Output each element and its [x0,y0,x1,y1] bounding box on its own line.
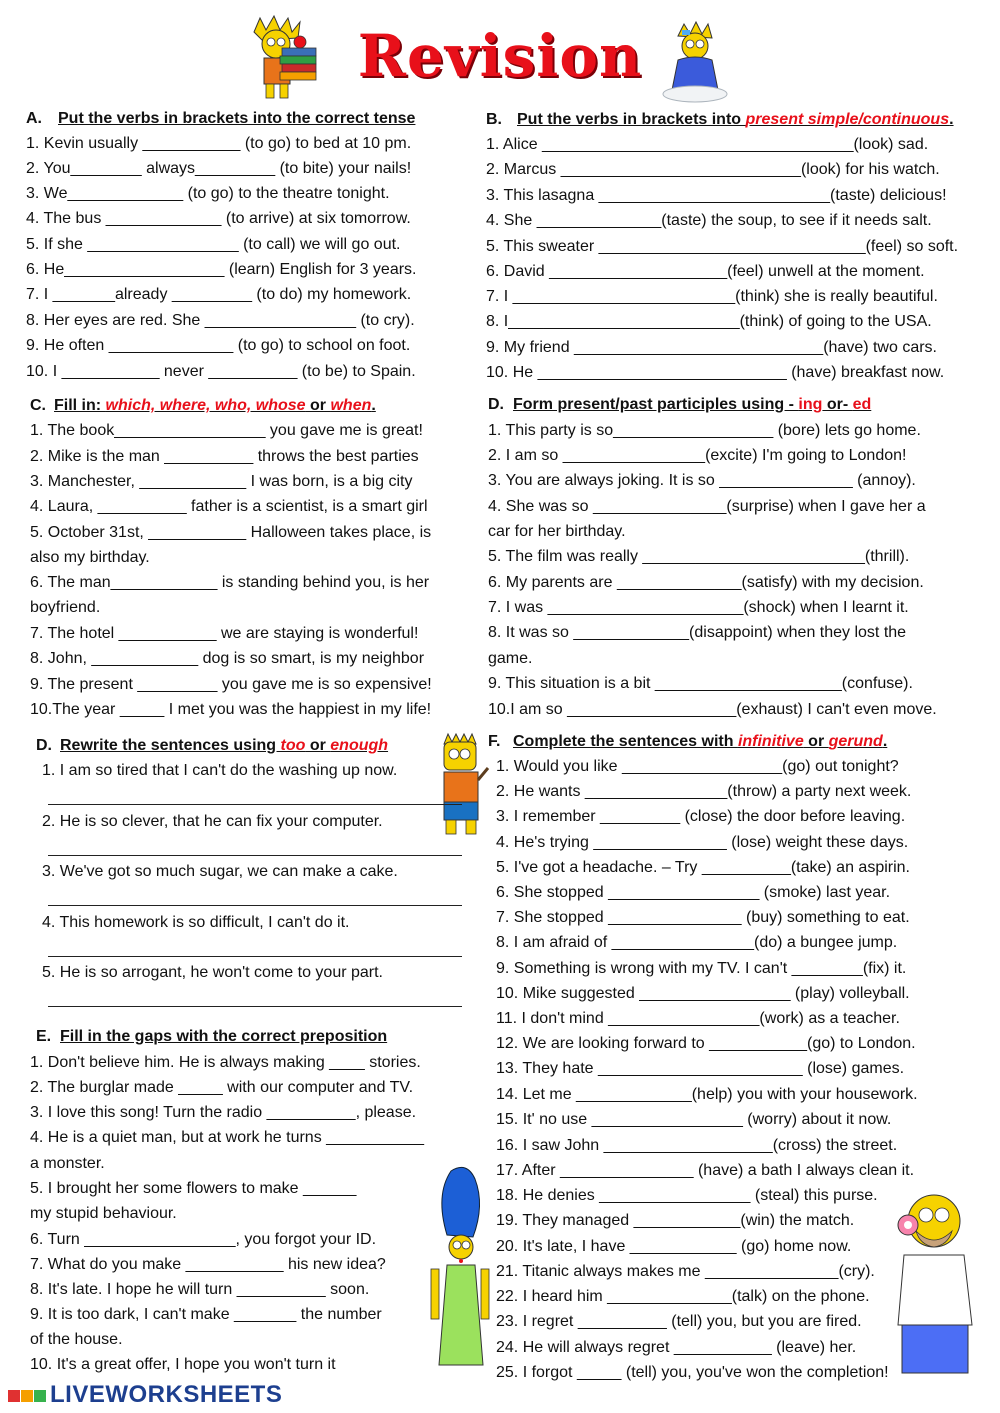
section-f-item[interactable]: 3. I remember _________ (close) the door before leaving. [496,808,906,825]
section-a-item[interactable]: 8. Her eyes are red. She _________________ (to cry). [26,312,415,329]
section-d-rewrite-item: 5. He is so arrogant, he won't come to your part. [42,964,383,981]
section-e-instruction: Fill in the gaps with the correct preposition [60,1028,388,1045]
section-b-instruction-highlight: present simple/continuous [745,111,950,128]
section-c-item[interactable]: 1. The book_________________ you gave me is great! [30,422,423,439]
section-b-item[interactable]: 5. This sweater ______________________________(feel) so soft. [486,238,959,255]
section-e-item: of the house. [30,1331,123,1348]
section-d-participles-highlight-2: ed [852,396,872,413]
section-a [26,107,415,131]
section-e-item[interactable]: 2. The burglar made _____ with our computer and TV. [30,1079,414,1096]
section-d-participles-item[interactable]: 8. It was so _____________(disappoint) when they lost the [488,624,907,641]
section-f-item[interactable]: 7. She stopped _______________ (buy) something to eat. [496,909,910,926]
section-e-item: a monster. [30,1155,105,1172]
section-a-item[interactable]: 7. I _______already _________ (to do) my homework. [26,286,412,303]
section-f-item[interactable]: 23. I regret __________ (tell) you, but you are fired. [496,1313,862,1330]
section-c-instruction-prefix: Fill in: [54,397,106,414]
section-f-item[interactable]: 24. He will always regret ___________ (leave) her. [496,1339,857,1356]
section-a-item[interactable]: 2. You________ always_________ (to bite) your nails! [26,160,412,177]
section-e [36,1025,387,1049]
section-f-item[interactable]: 21. Titanic always makes me _______________(cry). [496,1263,875,1280]
section-b-item[interactable]: 9. My friend ____________________________(have) two cars. [486,339,937,356]
section-d-rewrite-letter: D. [36,737,52,754]
section-a-item[interactable]: 10. I ___________ never __________ (to be) to Spain. [26,363,416,380]
section-d-rewrite-item: 1. I am so tired that I can't do the washing up now. [42,762,398,779]
section-f-item[interactable]: 14. Let me _____________(help) you with your housework. [496,1086,918,1103]
section-f-item[interactable]: 13. They hate _______________________ (lose) games. [496,1060,905,1077]
section-b-item[interactable]: 6. David ____________________(feel) unwell at the moment. [486,263,925,280]
section-d-rewrite-instruction-mid: or [305,737,331,754]
man-with-donut-illustration [890,1185,982,1375]
section-f-item[interactable]: 10. Mike suggested _________________ (play) volleyball. [496,985,910,1002]
section-d-participles-item[interactable]: 4. She was so _______________(surprise) when I gave her a [488,498,926,515]
section-a-letter: A. [26,110,42,127]
section-c-instruction-suffix: . [371,397,376,414]
rewrite-answer-line[interactable] [48,905,462,906]
section-d-participles-title [488,393,871,417]
section-c-item[interactable]: 4. Laura, __________ father is a scientist, is a smart girl [30,498,428,515]
section-f-item[interactable]: 5. I've got a headache. – Try __________(take) an aspirin. [496,859,910,876]
section-a-item[interactable]: 1. Kevin usually ___________ (to go) to bed at 10 pm. [26,135,412,152]
section-d-rewrite-item: 2. He is so clever, that he can fix your computer. [42,813,383,830]
section-f-item[interactable]: 11. I don't mind _________________(work) as a teacher. [496,1010,900,1027]
section-d-participles-item: car for her birthday. [488,523,626,540]
page-title: Revision [357,22,643,90]
section-a-title [26,107,415,131]
section-f-title [488,730,887,754]
girl-with-books-illustration [242,14,322,104]
section-d-participles [488,393,871,417]
section-b-item[interactable]: 2. Marcus ___________________________(look) for his watch. [486,161,940,178]
woman-with-blue-hair-illustration [425,1165,495,1375]
logo-square-icon [21,1390,33,1402]
section-f-item[interactable]: 9. Something is wrong with my TV. I can't ________(fix) it. [496,960,907,977]
section-f-item[interactable]: 18. He denies _________________ (steal) this purse. [496,1187,878,1204]
section-b-letter: B. [486,111,502,128]
section-c-item[interactable]: 6. The man____________ is standing behind you, is her [30,574,430,591]
section-e-item[interactable]: 9. It is too dark, I can't make _______ the number [30,1306,382,1323]
rewrite-answer-line[interactable] [48,804,462,805]
section-d-rewrite-highlight: too [280,737,306,754]
section-d-participles-instruction-mid: or- [822,396,853,413]
logo-square-icon [8,1390,20,1402]
section-f-item[interactable]: 16. I saw John ___________________(cross) the street. [496,1137,898,1154]
section-c-item[interactable]: 8. John, ____________ dog is so smart, is my neighbor [30,650,425,667]
section-f-item[interactable]: 19. They managed ____________(win) the match. [496,1212,855,1229]
section-c-item[interactable]: 10.The year _____ I met you was the happiest in my life! [30,701,432,718]
rewrite-answer-line[interactable] [48,1006,462,1007]
section-f-item[interactable]: 8. I am afraid of ________________(do) a bungee jump. [496,934,898,951]
section-f-highlight: infinitive [737,733,804,750]
section-c-item: also my birthday. [30,549,150,566]
section-c-item[interactable]: 2. Mike is the man __________ throws the best parties [30,448,419,465]
section-d-rewrite-item: 4. This homework is so difficult, I can't do it. [42,914,350,931]
logo-square-icon [34,1390,46,1402]
section-d-participles-item[interactable]: 6. My parents are ______________(satisfy) with my decision. [488,574,924,591]
section-b-instruction-suffix: . [949,111,954,128]
section-b-title [486,108,954,132]
section-a-item[interactable]: 6. He__________________ (learn) English for 3 years. [26,261,417,278]
section-b-item[interactable]: 3. This lasagna __________________________(taste) delicious! [486,187,947,204]
section-d-rewrite-instruction-prefix: Rewrite the sentences using [60,737,281,754]
logo-text: LIVEWORKSHEETS [50,1381,283,1408]
section-f-instruction-suffix: . [882,733,888,750]
section-f-item[interactable]: 12. We are looking forward to ___________(go) to London. [496,1035,916,1052]
section-b-item[interactable]: 4. She ______________(taste) the soup, to see if it needs salt. [486,212,932,229]
section-e-item[interactable]: 10. It's a great offer, I hope you won't turn it [30,1356,336,1373]
section-f-instruction-mid: or [803,733,829,750]
section-b-item[interactable]: 1. Alice ___________________________________(look) sad. [486,136,929,153]
section-d-participles-highlight: ing [798,396,823,413]
section-d-rewrite [36,734,388,758]
section-c-instruction-highlight: which, where, who, whose [105,397,306,414]
section-f-item[interactable]: 20. It's late, I have ____________ (go) home now. [496,1238,852,1255]
section-d-participles-item[interactable]: 2. I am so ________________(excite) I'm going to London! [488,447,907,464]
section-d-participles-instruction-prefix: Form present/past participles using - [513,396,799,413]
section-c-item[interactable]: 3. Manchester, ____________ I was born, is a big city [30,473,413,490]
section-f-item[interactable]: 1. Would you like __________________(go) out tonight? [496,758,899,775]
section-b-item[interactable]: 7. I _________________________(think) she is really beautiful. [486,288,938,305]
section-d-participles-item[interactable]: 10.I am so ___________________(exhaust) I can't even move. [488,701,937,718]
section-c-instruction-highlight-2: when [330,397,372,414]
section-f-item[interactable]: 17. After _______________ (have) a bath I always clean it. [496,1162,915,1179]
section-f-item[interactable]: 25. I forgot _____ (tell) you, you've won the completion! [496,1364,889,1381]
section-d-rewrite-highlight-2: enough [330,737,389,754]
section-e-item: my stupid behaviour. [30,1205,177,1222]
section-f-item[interactable]: 4. He's trying _______________ (lose) weight these days. [496,834,909,851]
section-c-title [30,394,376,418]
section-f-item[interactable]: 22. I heard him ______________(talk) on the phone. [496,1288,870,1305]
section-a-item[interactable]: 4. The bus _____________ (to arrive) at six tomorrow. [26,210,411,227]
section-e-item[interactable]: 1. Don't believe him. He is always making ____ stories. [30,1054,421,1071]
section-a-item[interactable]: 3. We_____________ (to go) to the theatre tonight. [26,185,390,202]
section-e-letter: E. [36,1028,52,1045]
section-a-item[interactable]: 5. If she _________________ (to call) we will go out. [26,236,401,253]
section-d-participles-item[interactable]: 3. You are always joking. It is so _______________ (annoy). [488,472,916,489]
section-c [30,394,376,418]
section-d-participles-item[interactable]: 7. I was ______________________(shock) when I learnt it. [488,599,909,616]
section-f-letter: F. [488,733,501,750]
section-d-rewrite-title [36,734,388,758]
section-e-item[interactable]: 6. Turn _________________, you forgot your ID. [30,1231,377,1248]
liveworksheets-logo [8,1382,282,1408]
section-d-rewrite-item: 3. We've got so much sugar, we can make a cake. [42,863,398,880]
section-f-highlight-2: gerund [828,733,883,750]
section-c-item[interactable]: 5. October 31st, ___________ Halloween takes place, is [30,524,432,541]
section-c-item[interactable]: 9. The present _________ you gave me is so expensive! [30,676,432,693]
section-d-participles-item[interactable]: 5. The film was really _________________________(thrill). [488,548,910,565]
section-c-instruction-mid: or [305,397,331,414]
section-b-item[interactable]: 8. I__________________________(think) of going to the USA. [486,313,932,330]
section-b [486,108,954,132]
section-c-item[interactable]: 7. The hotel ___________ we are staying is wonderful! [30,625,419,642]
section-b-instruction-prefix: Put the verbs in brackets into [517,111,746,128]
section-e-title [36,1025,387,1049]
boy-with-slingshot-illustration [432,732,490,840]
section-a-instruction: Put the verbs in brackets into the correct tense [58,110,416,127]
section-a-item[interactable]: 9. He often ______________ (to go) to school on foot. [26,337,411,354]
section-d-participles-item: game. [488,650,533,667]
section-d-participles-item[interactable]: 9. This situation is a bit _____________________(confuse). [488,675,913,692]
section-c-letter: C. [30,397,46,414]
section-e-item[interactable]: 8. It's late. I hope he will turn __________ soon. [30,1281,370,1298]
section-f-item[interactable]: 6. She stopped _________________ (smoke) last year. [496,884,891,901]
section-e-item[interactable]: 5. I brought her some flowers to make ______ [30,1180,357,1197]
section-d-participles-letter: D. [488,396,504,413]
section-f-item[interactable]: 15. It' no use _________________ (worry) about it now. [496,1111,892,1128]
section-b-item[interactable]: 10. He ____________________________ (have) breakfast now. [486,364,945,381]
rewrite-answer-line[interactable] [48,956,462,957]
section-f-instruction-prefix: Complete the sentences with [513,733,738,750]
baby-illustration [660,20,730,105]
section-e-item[interactable]: 4. He is a quiet man, but at work he turns ___________ [30,1129,425,1146]
section-f [488,730,887,754]
section-c-item: boyfriend. [30,599,101,616]
section-f-item[interactable]: 2. He wants ________________(throw) a party next week. [496,783,912,800]
section-e-item[interactable]: 3. I love this song! Turn the radio __________, please. [30,1104,417,1121]
rewrite-answer-line[interactable] [48,855,462,856]
section-d-participles-item[interactable]: 1. This party is so__________________ (bore) lets go home. [488,422,921,439]
section-e-item[interactable]: 7. What do you make ___________ his new idea? [30,1256,386,1273]
